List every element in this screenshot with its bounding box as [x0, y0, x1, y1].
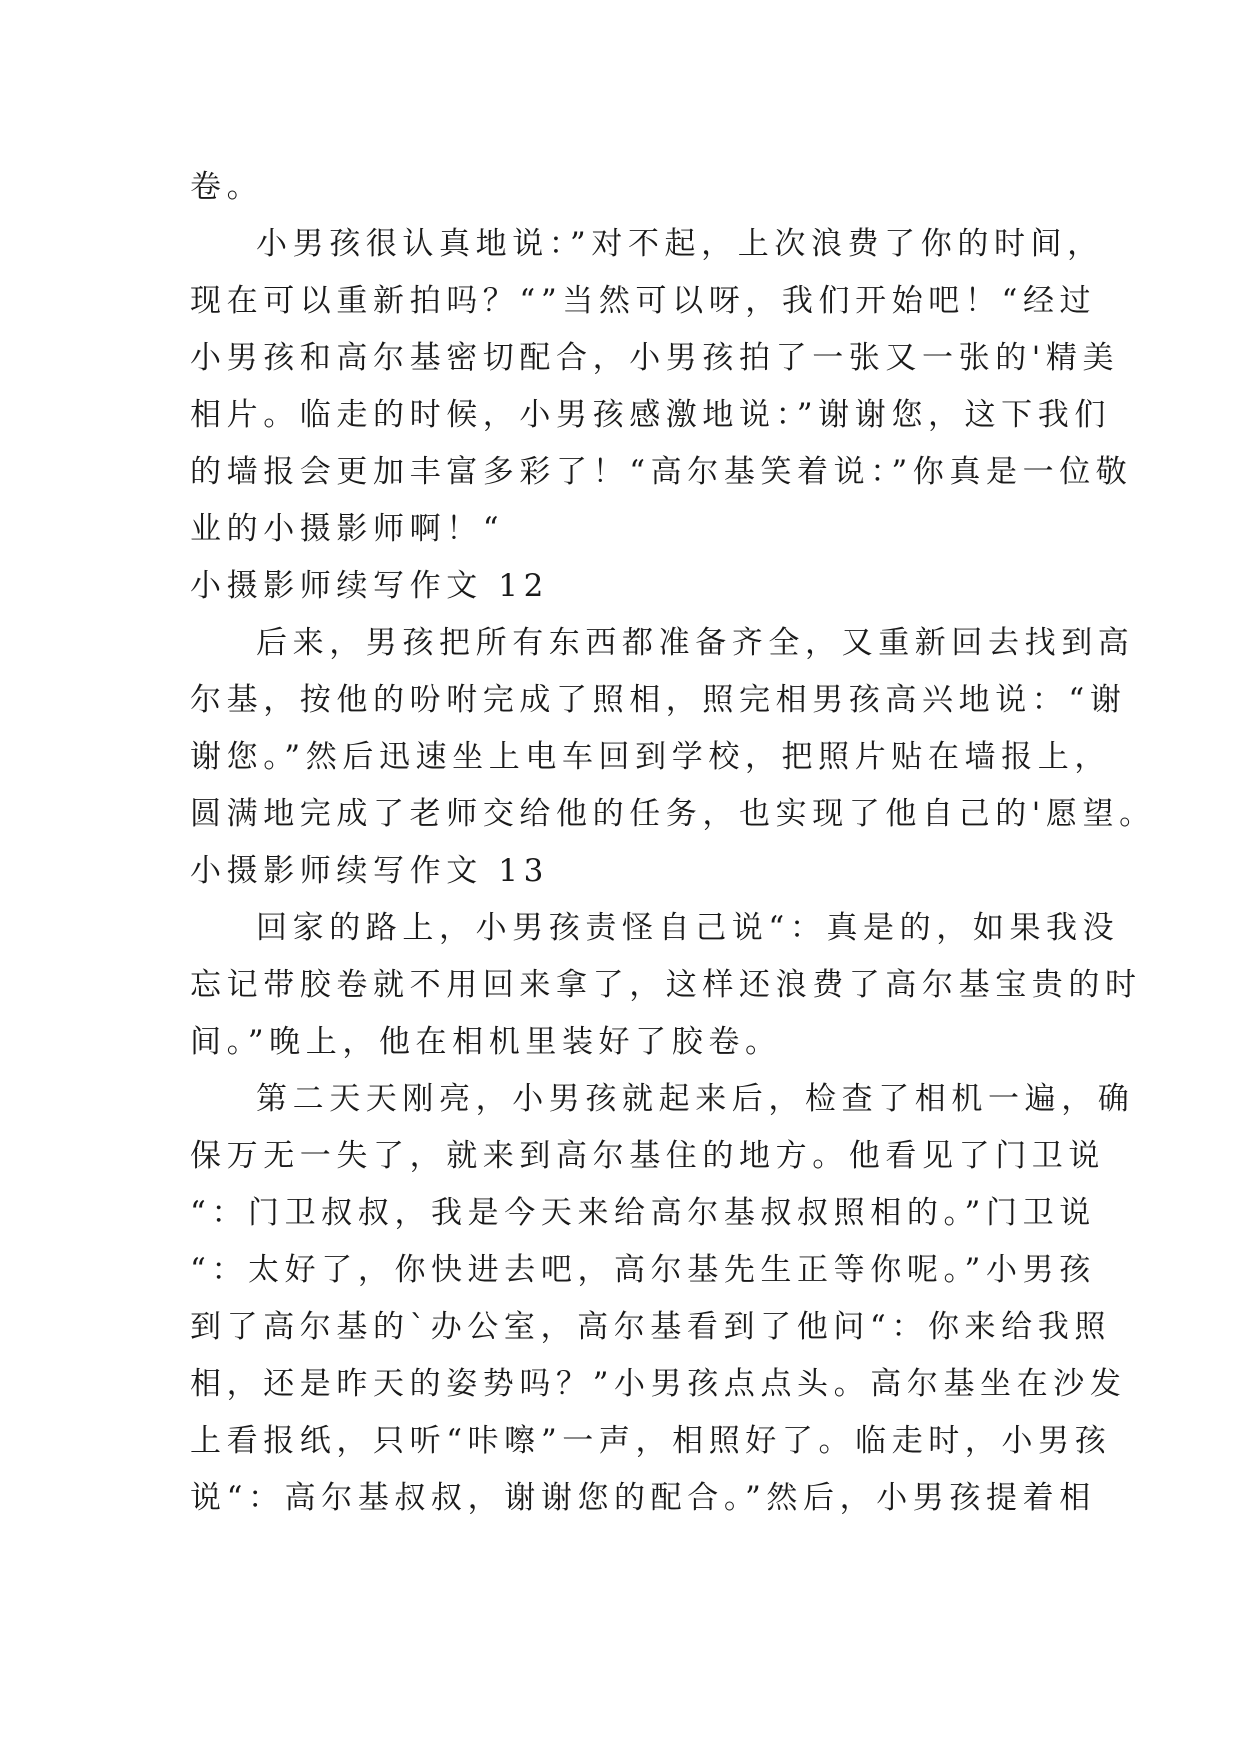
paragraph-start: 第二天天刚亮，小男孩就起来后，检查了相机一遍，确 — [256, 1081, 1135, 1117]
text-line: 忘记带胶卷就不用回来拿了，这样还浪费了高尔基宝贵的时 — [190, 967, 1142, 1003]
text-line: “：门卫叔叔，我是今天来给高尔基叔叔照相的。”门卫说 — [190, 1195, 1096, 1231]
text-line: 相，还是昨天的姿势吗？”小男孩点点头。高尔基坐在沙发 — [190, 1366, 1127, 1402]
text-line: 尔基，按他的吩咐完成了照相，照完相男孩高兴地说：“谢 — [190, 682, 1127, 718]
text-line: 说“：高尔基叔叔，谢谢您的配合。”然后，小男孩提着相 — [190, 1480, 1096, 1516]
text-line: 的墙报会更加丰富多彩了！“高尔基笑着说：”你真是一位敬 — [190, 454, 1133, 490]
text-line: 谢您。”然后迅速坐上电车回到学校，把照片贴在墙报上， — [190, 739, 1111, 775]
text-line: 圆满地完成了老师交给他的任务，也实现了他自己的'愿望。 — [190, 796, 1156, 832]
text-line: 间。”晚上，他在相机里装好了胶卷。 — [190, 1024, 782, 1060]
paragraph-start: 回家的路上，小男孩责怪自己说“：真是的，如果我没 — [256, 910, 1120, 946]
text-line: 业的小摄影师啊！“ — [190, 511, 505, 547]
text-line: 保万无一失了，就来到高尔基住的地方。他看见了门卫说 — [190, 1138, 1105, 1174]
paragraph-start: 后来，男孩把所有东西都准备齐全，又重新回去找到高 — [256, 625, 1135, 661]
paragraph-start: 小男孩很认真地说：”对不起，上次浪费了你的时间， — [256, 226, 1104, 262]
section-heading: 小摄影师续写作文 13 — [190, 853, 549, 889]
text-line: 上看报纸，只听“咔嚓”一声，相照好了。临走时，小男孩 — [190, 1423, 1112, 1459]
text-line: “：太好了，你快进去吧，高尔基先生正等你呢。”小男孩 — [190, 1252, 1096, 1288]
section-heading: 小摄影师续写作文 12 — [190, 568, 549, 604]
text-line: 卷。 — [190, 169, 264, 205]
text-line: 小男孩和高尔基密切配合，小男孩拍了一张又一张的'精美 — [190, 340, 1120, 376]
text-line: 到了高尔基的`办公室，高尔基看到了他问“：你来给我照 — [190, 1309, 1111, 1345]
text-line: 现在可以重新拍吗？“”当然可以呀，我们开始吧！“经过 — [190, 283, 1097, 319]
text-line: 相片。临走的时候，小男孩感激地说：”谢谢您，这下我们 — [190, 397, 1111, 433]
